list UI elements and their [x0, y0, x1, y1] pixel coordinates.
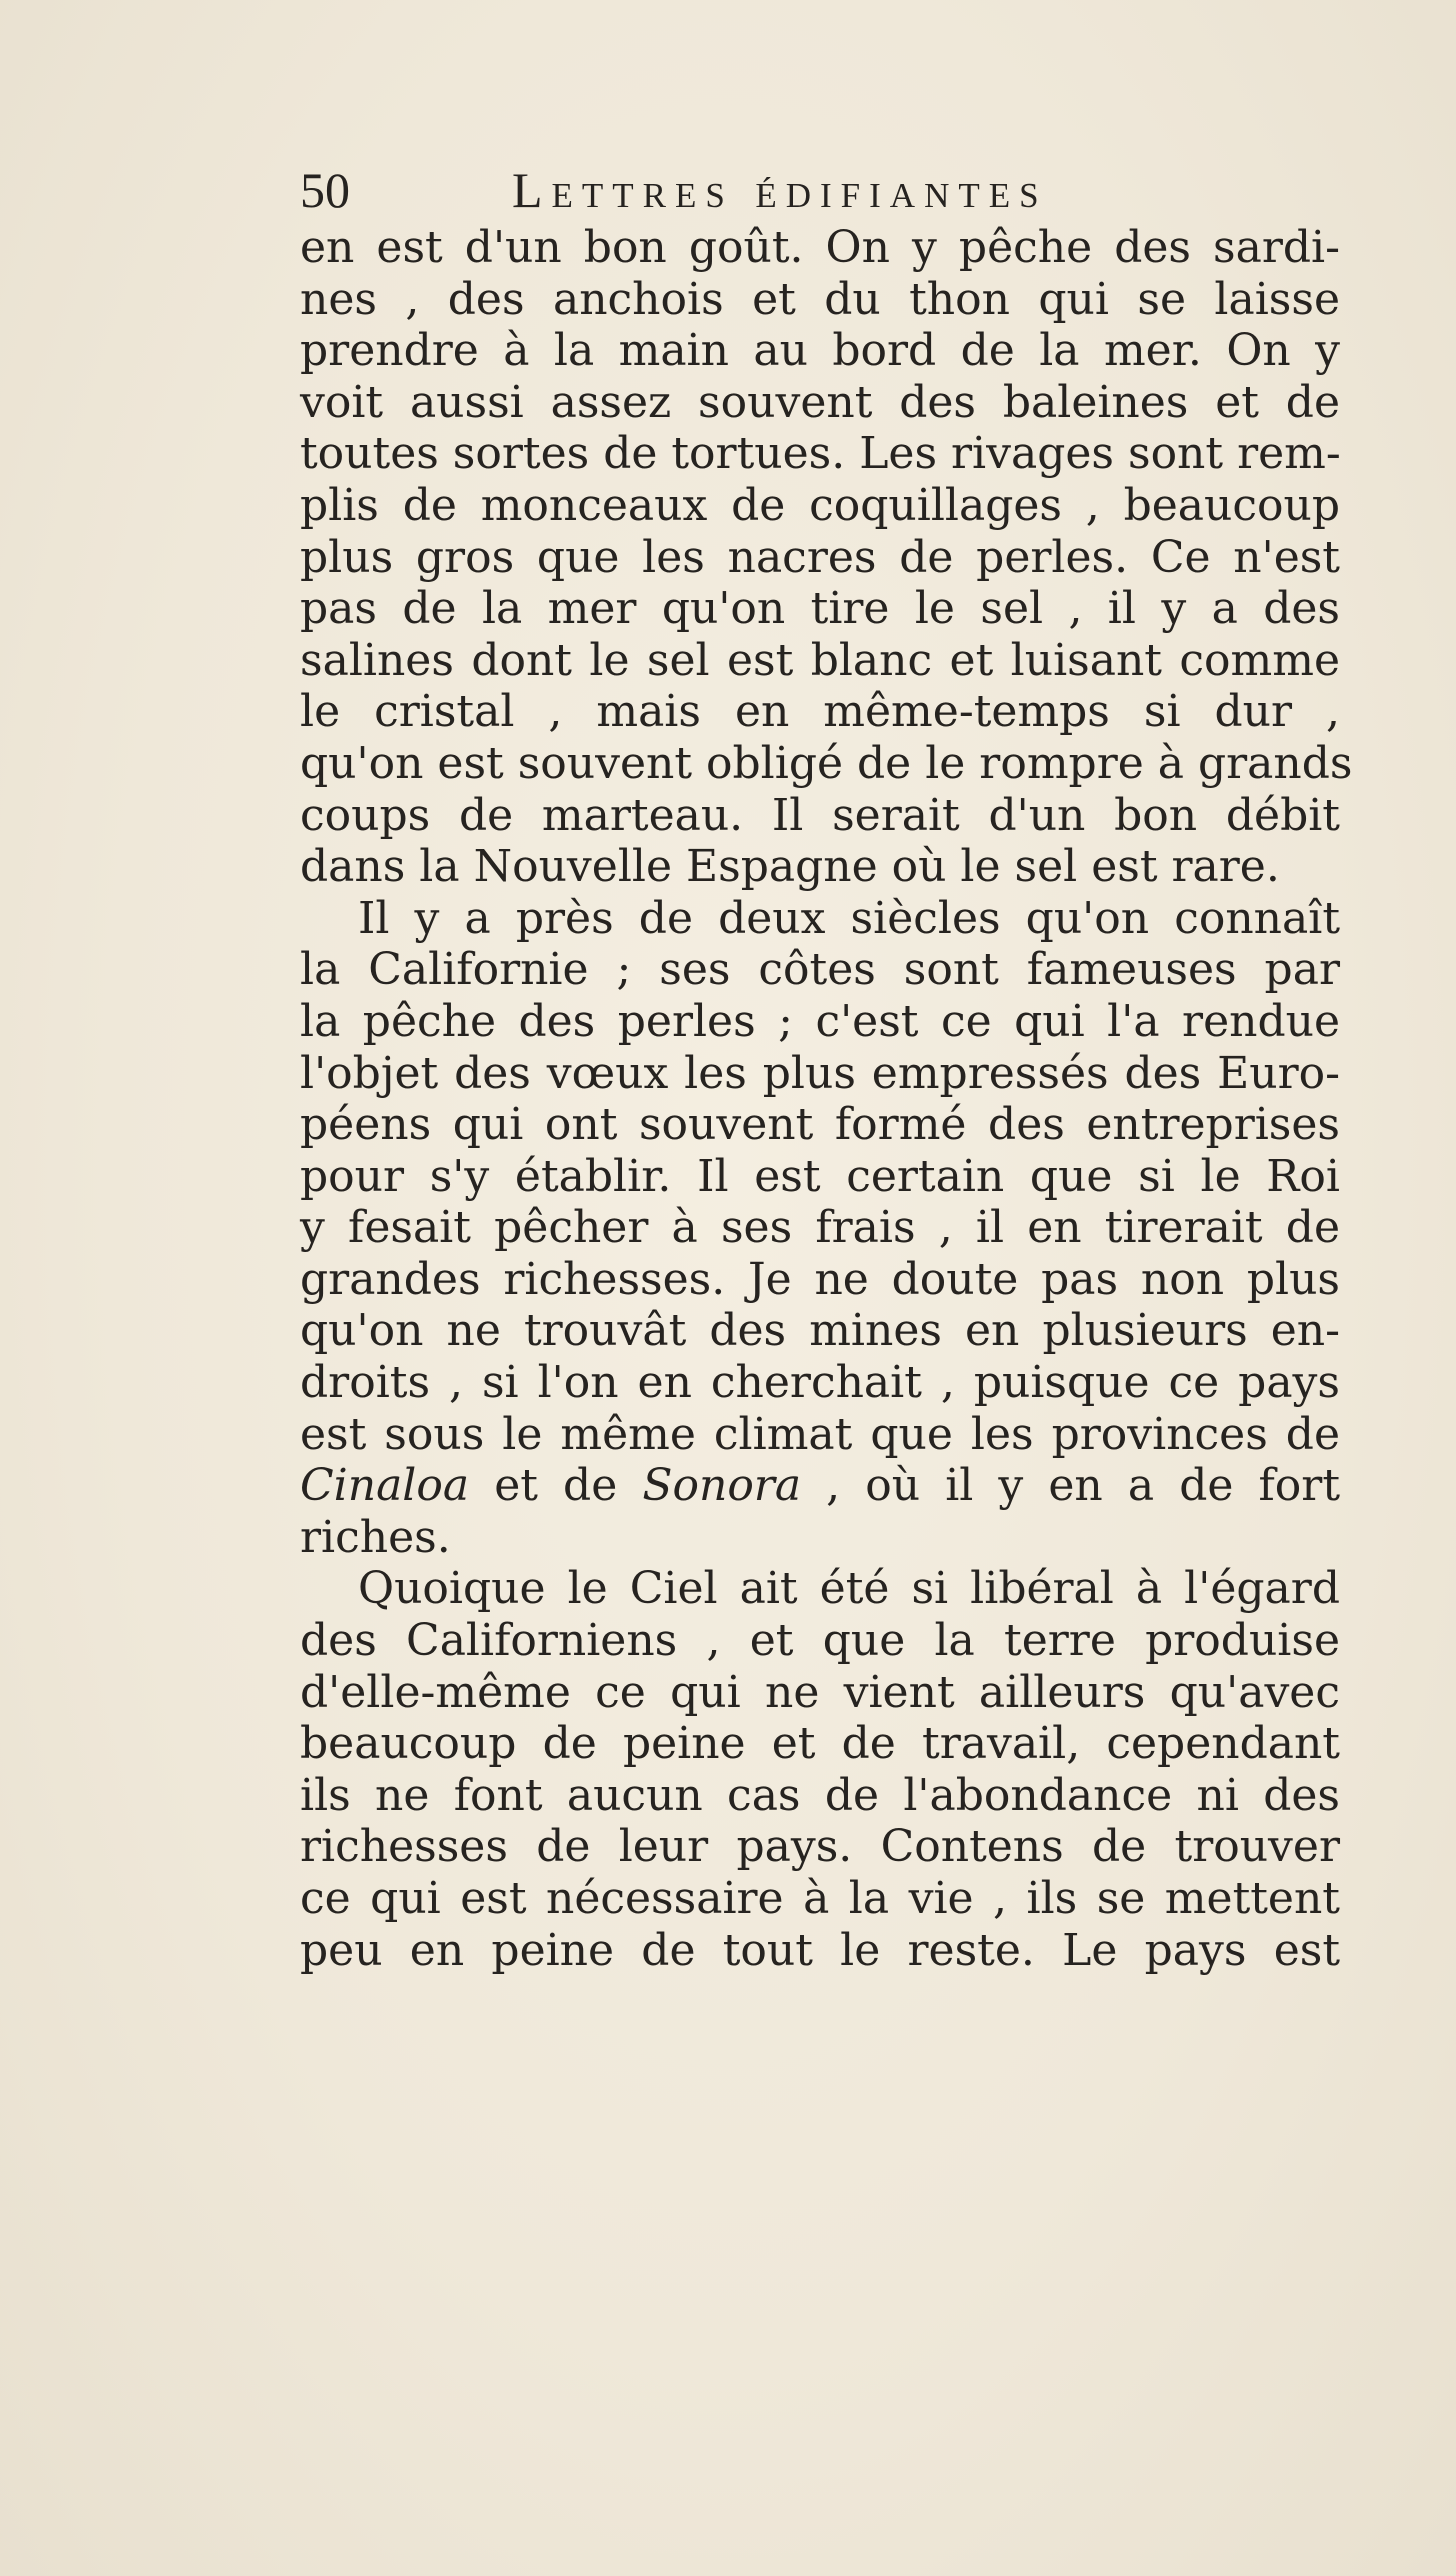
text-line: prendre à la main au bord de la mer. On y	[300, 325, 1340, 377]
text-line: y fesait pêcher à ses frais , il en tirerait de	[300, 1202, 1340, 1254]
text-line: plus gros que les nacres de perles. Ce n'est	[300, 531, 1340, 583]
text-line: nes , des anchois et du thon qui se laisse	[300, 273, 1340, 325]
italic-place-name: Cinaloa	[300, 1460, 470, 1512]
text-line: est sous le même climat que les provinces de	[300, 1408, 1340, 1460]
text-line: des Californiens , et que la terre produise	[300, 1615, 1340, 1667]
text-line: le cristal , mais en même-temps si dur ,	[300, 686, 1340, 738]
text-line: ils ne font aucun cas de l'abondance ni des	[300, 1769, 1340, 1821]
text-line: toutes sortes de tortues. Les rivages sont rem-	[300, 428, 1341, 480]
text-line: grandes richesses. Je ne doute pas non plus	[300, 1253, 1340, 1305]
text-line: pas de la mer qu'on tire le sel , il y a des	[300, 583, 1340, 635]
text-line: plis de monceaux de coquillages , beaucoup	[300, 479, 1340, 531]
body-text	[300, 222, 1353, 1976]
text-line: d'elle-même ce qui ne vient ailleurs qu'avec	[300, 1666, 1340, 1718]
text-line: pour s'y établir. Il est certain que si le Roi	[300, 1150, 1340, 1202]
text-line: richesses de leur pays. Contens de trouver	[300, 1821, 1340, 1873]
text-line: dans la Nouvelle Espagne où le sel est rare.	[300, 841, 1280, 893]
text-line: riches.	[300, 1511, 451, 1563]
page-number: 50	[300, 162, 350, 218]
text-line: péens qui ont souvent formé des entreprises	[300, 1099, 1340, 1151]
text-fragment: et de	[469, 1460, 643, 1512]
page-header	[300, 160, 1200, 220]
text-line: salines dont le sel est blanc et luisant comme	[300, 634, 1340, 686]
text-line: qu'on ne trouvât des mines en plusieurs en-	[300, 1305, 1340, 1357]
text-line: qu'on est souvent obligé de le rompre à grands	[300, 737, 1353, 789]
text-fragment: , où il y en a de fort	[801, 1460, 1340, 1512]
text-line: ce qui est nécessaire à la vie , ils se mettent	[300, 1873, 1340, 1924]
paragraph-start-line: Quoique le Ciel ait été si libéral à l'égard	[358, 1563, 1340, 1615]
text-line-with-italics	[300, 1460, 1340, 1512]
text-line: coups de marteau. Il serait d'un bon débit	[300, 789, 1340, 841]
text-line: droits , si l'on en cherchait , puisque ce pays	[300, 1357, 1340, 1409]
text-line: voit aussi assez souvent des baleines et de	[300, 376, 1340, 428]
text-line: la Californie ; ses côtes sont fameuses par	[300, 944, 1340, 996]
italic-place-name: Sonora	[642, 1460, 802, 1512]
text-line: la pêche des perles ; c'est ce qui l'a rendue	[300, 995, 1340, 1047]
paragraph-start-line: Il y a près de deux siècles qu'on connaît	[358, 892, 1340, 944]
running-title: Lettres édifiantes	[512, 162, 1048, 218]
text-line: l'objet des vœux les plus empressés des Euro-	[300, 1047, 1340, 1099]
text-line: en est d'un bon goût. On y pêche des sardi-	[300, 222, 1340, 273]
text-line: beaucoup de peine et de travail, cependant	[300, 1718, 1340, 1770]
text-line: peu en peine de tout le reste. Le pays est	[300, 1924, 1340, 1976]
